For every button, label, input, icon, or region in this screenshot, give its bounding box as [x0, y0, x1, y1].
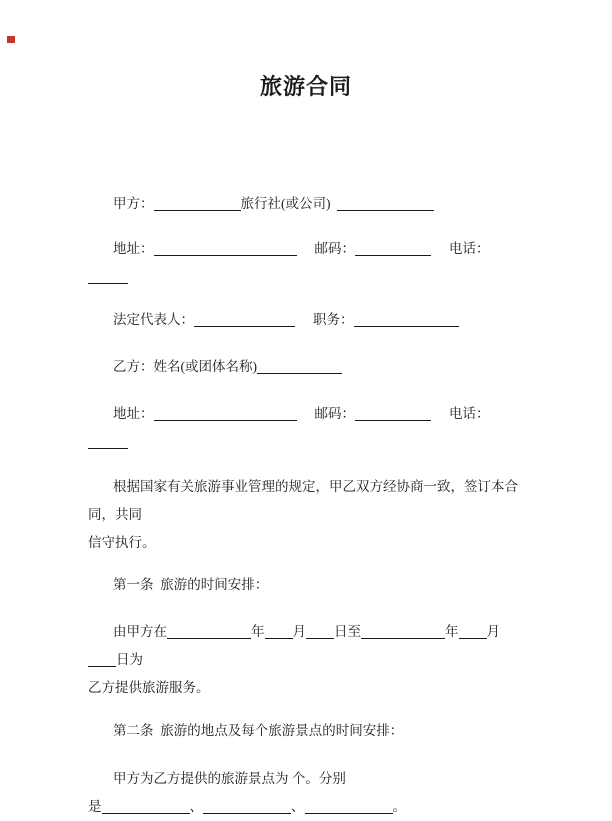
job-title-blank: [354, 314, 459, 327]
zip-a-blank: [355, 243, 431, 256]
address-a-line: [88, 235, 524, 291]
a2-text-1: 是: [88, 799, 102, 814]
article-2-heading: [88, 717, 524, 745]
party-a-suffix: 旅行社(或公司): [240, 196, 331, 211]
spot-2-blank: [203, 801, 291, 814]
article-2-body-line-1: [88, 765, 524, 793]
phone-b-blank: [88, 436, 128, 449]
a2-text-2: 、: [189, 799, 203, 814]
preamble-text-2: 信守执行。: [88, 535, 156, 550]
end-year-blank: [361, 626, 445, 639]
red-marker: [7, 36, 15, 43]
a1-text-5: 月: [486, 624, 500, 639]
party-b-label: 乙方：姓名(或团体名称): [113, 359, 257, 374]
legal-rep-blank: [194, 314, 295, 327]
phone-a-label: 电话：: [449, 241, 490, 256]
phone-b-label: 电话：: [449, 406, 490, 421]
document-title: 旅游合同: [259, 74, 352, 99]
a1-text-2: 月: [292, 624, 306, 639]
preamble-line-1: [88, 473, 524, 529]
spot-1-blank: [102, 801, 190, 814]
article-1-body-line-1: [88, 618, 524, 674]
a1-text-0: 由甲方在: [113, 624, 167, 639]
party-a-line: [88, 190, 524, 218]
article-2-heading-text: 第二条 旅游的地点及每个旅游景点的时间安排：: [113, 723, 404, 738]
a2-text-0: 甲方为乙方提供的旅游景点为 个。分别: [113, 771, 346, 786]
a1-text-6: 日为: [116, 652, 143, 667]
start-month-blank: [265, 626, 293, 639]
article-1-heading-text: 第一条 旅游的时间安排：: [113, 577, 269, 592]
article-1-heading: [88, 571, 524, 599]
party-a-extra-blank: [337, 198, 434, 211]
party-b-line: [88, 353, 524, 381]
spot-3-blank: [305, 801, 393, 814]
end-day-blank: [88, 654, 116, 667]
party-b-name-blank: [257, 361, 342, 374]
start-day-blank: [306, 626, 334, 639]
phone-a-blank: [88, 271, 128, 284]
job-title-label: 职务：: [313, 312, 354, 327]
preamble-text-1: 根据国家有关旅游事业管理的规定，甲乙双方经协商一致，签订本合同，共同: [88, 479, 518, 522]
zip-b-blank: [355, 408, 431, 421]
address-a-label: 地址：: [113, 241, 154, 256]
a2-text-3: 、: [291, 799, 305, 814]
address-b-label: 地址：: [113, 406, 154, 421]
party-a-label: 甲方：: [113, 196, 154, 211]
address-a-blank: [154, 243, 297, 256]
legal-rep-label: 法定代表人：: [113, 312, 194, 327]
start-year-blank: [167, 626, 251, 639]
end-month-blank: [459, 626, 487, 639]
a1-text-7: 乙方提供旅游服务。: [88, 680, 210, 695]
zip-a-label: 邮码：: [314, 241, 355, 256]
address-b-line: [88, 400, 524, 456]
a1-text-4: 年: [445, 624, 459, 639]
article-2-body-line-2: [88, 793, 524, 821]
party-a-name-blank: [154, 198, 241, 211]
a2-text-4: 。: [392, 799, 406, 814]
zip-b-label: 邮码：: [314, 406, 355, 421]
article-1-body-line-2: [88, 674, 524, 702]
legal-rep-line: [88, 306, 524, 334]
preamble-line-2: [88, 529, 524, 557]
a1-text-1: 年: [251, 624, 265, 639]
address-b-blank: [154, 408, 297, 421]
a1-text-3: 日至: [334, 624, 361, 639]
